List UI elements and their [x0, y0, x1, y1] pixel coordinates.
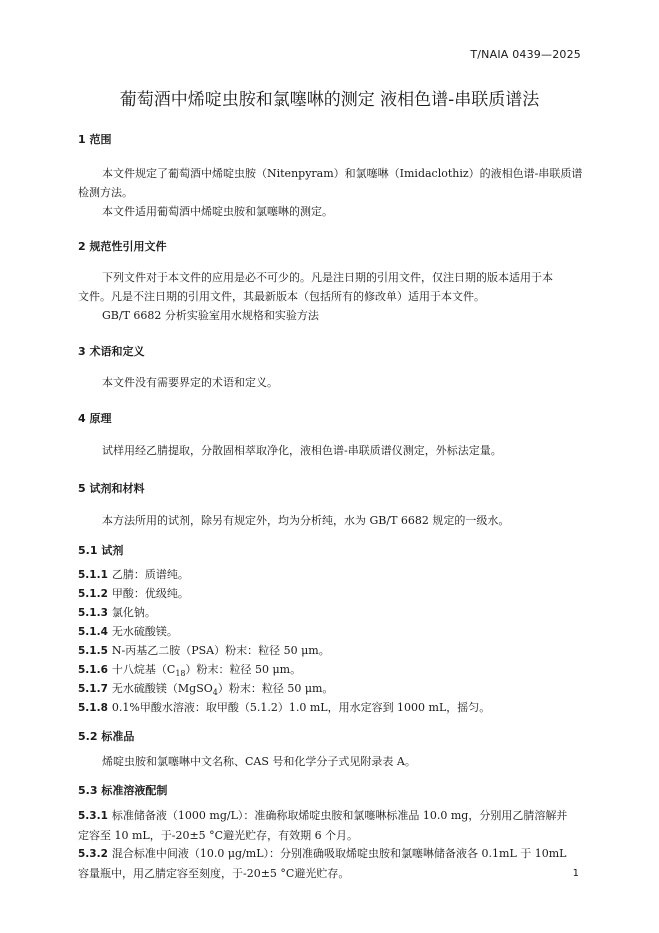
reagent-item-5-1-1	[78, 566, 189, 582]
section-2-line-2: 文件。凡是不注日期的引用文件，其最新版本（包括所有的修改单）适用于本文件。	[78, 290, 485, 303]
item-number: 5.1.2	[78, 588, 108, 600]
subsection-heading-5-3: 5.3 标准溶液配制	[78, 784, 168, 797]
item-text: 0.1%甲酸水溶液：取甲酸（5.1.2）1.0 mL，用水定容到 1000 mL，摇匀。	[111, 701, 491, 714]
item-text: 无水硫酸镁。	[111, 625, 178, 638]
section-heading-1: 1 范围	[78, 133, 112, 146]
item-number: 5.1.3	[78, 607, 108, 619]
reagent-item-5-1-5	[78, 642, 330, 658]
section-heading-4: 4 原理	[78, 412, 112, 425]
section-5-text: 本方法所用的试剂，除另有规定外，均为分析纯，水为 GB/T 6682 规定的一级水。	[102, 514, 510, 527]
item-number: 5.1.4	[78, 626, 108, 638]
item-number: 5.1.1	[78, 569, 108, 581]
item-text-suffix: ）粉末：粒径 50 μm。	[185, 663, 302, 676]
item-text: 氯化钠。	[111, 606, 156, 619]
section-5-2-text: 烯啶虫胺和氯噻啉中文名称、CAS 号和化学分子式见附录表 A。	[102, 755, 416, 768]
reagent-item-5-1-8	[78, 699, 490, 715]
item-5-3-1-line-2: 定容至 10 mL，于-20±5 °C避光贮存，有效期 6 个月。	[78, 829, 359, 842]
item-5-3-1	[78, 806, 582, 845]
item-number: 5.1.6	[78, 664, 108, 676]
section-1-line-3: 本文件适用葡萄酒中烯啶虫胺和氯噻啉的测定。	[102, 205, 333, 218]
page-number: 1	[572, 868, 579, 879]
item-number: 5.1.5	[78, 645, 108, 657]
item-text: 无水硫酸镁（MgSO	[111, 682, 213, 695]
item-number: 5.1.8	[78, 702, 108, 714]
item-text: N-丙基乙二胺（PSA）粉末：粒径 50 μm。	[111, 644, 330, 657]
section-4-text: 试样用经乙腈提取，分散固相萃取净化，液相色谱-串联质谱仪测定，外标法定量。	[102, 444, 502, 457]
item-text: 乙腈：质谱纯。	[111, 568, 189, 581]
section-1-line-1: 本文件规定了葡萄酒中烯啶虫胺（Nitenpyram）和氯噻啉（Imidaclothiz）的液相色谱-串联质谱	[102, 167, 583, 180]
item-number: 5.3.1	[78, 810, 108, 822]
item-text: 甲酸：优级纯。	[111, 587, 189, 600]
subscript: 4	[212, 688, 218, 698]
reagent-item-5-1-7	[78, 680, 333, 697]
normative-reference-gb6682: GB/T 6682 分析实验室用水规格和实验方法	[102, 309, 319, 322]
subsection-heading-5-2: 5.2 标准品	[78, 730, 135, 743]
item-5-3-2	[78, 844, 582, 883]
document-title: 葡萄酒中烯啶虫胺和氯噻啉的测定 液相色谱-串联质谱法	[119, 90, 540, 110]
subscript: 18	[175, 669, 186, 679]
item-5-3-2-line-1: 混合标准中间液（10.0 μg/mL）：分别准确吸取烯啶虫胺和氯噻啉储备液各 0.1mL 于 10mL	[111, 847, 567, 860]
item-number: 5.3.2	[78, 848, 108, 860]
reagent-item-5-1-4	[78, 623, 178, 639]
section-1-line-2: 检测方法。	[78, 186, 133, 199]
item-5-3-1-line-1: 标准储备液（1000 mg/L）：准确称取烯啶虫胺和氯噻啉标准品 10.0 mg，分别用乙腈溶解并	[111, 809, 568, 822]
reagent-item-5-1-6	[78, 661, 301, 678]
section-heading-3: 3 术语和定义	[78, 345, 145, 358]
reagent-item-5-1-3	[78, 604, 156, 620]
item-text-suffix: ）粉末：粒径 50 μm。	[217, 682, 334, 695]
section-1-body	[78, 164, 582, 221]
item-5-3-2-line-2: 容量瓶中，用乙腈定容至刻度，于-20±5 °C避光贮存。	[78, 867, 350, 880]
section-heading-2: 2 规范性引用文件	[78, 240, 167, 253]
section-3-text: 本文件没有需要界定的术语和定义。	[102, 376, 278, 389]
subsection-heading-5-1: 5.1 试剂	[78, 544, 124, 557]
standard-code: T/NAIA 0439—2025	[470, 48, 581, 61]
item-number: 5.1.7	[78, 683, 108, 695]
section-2-line-1: 下列文件对于本文件的应用是必不可少的。凡是注日期的引用文件，仅注日期的版本适用于本	[102, 271, 553, 284]
section-2-body	[78, 268, 582, 325]
item-text: 十八烷基（C	[111, 663, 176, 676]
reagent-item-5-1-2	[78, 585, 189, 601]
section-heading-5: 5 试剂和材料	[78, 482, 145, 495]
